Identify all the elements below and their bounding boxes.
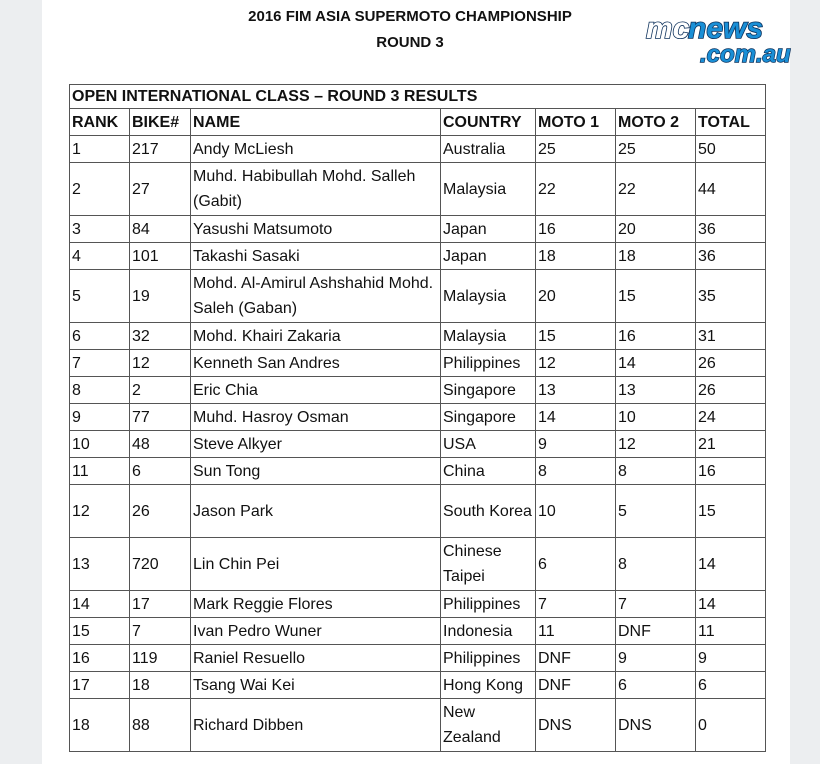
- country-cell: Hong Kong: [441, 672, 536, 699]
- moto1-cell: DNS: [536, 699, 616, 752]
- country-cell: Malaysia: [441, 163, 536, 216]
- name-cell: Raniel Resuello: [191, 645, 441, 672]
- name-cell: Takashi Sasaki: [191, 243, 441, 270]
- rank-cell: 5: [70, 270, 130, 323]
- rank-cell: 6: [70, 323, 130, 350]
- table-row: [70, 645, 766, 672]
- total-cell: 16: [696, 458, 766, 485]
- bike-cell: 217: [130, 136, 191, 163]
- table-row: [70, 243, 766, 270]
- name-cell: Yasushi Matsumoto: [191, 216, 441, 243]
- country-cell: USA: [441, 431, 536, 458]
- logo-news: news: [688, 12, 764, 45]
- country-cell: Philippines: [441, 350, 536, 377]
- moto1-cell: DNF: [536, 672, 616, 699]
- total-cell: 14: [696, 591, 766, 618]
- moto1-cell: DNF: [536, 645, 616, 672]
- country-cell: Singapore: [441, 377, 536, 404]
- total-cell: 6: [696, 672, 766, 699]
- bike-cell: 77: [130, 404, 191, 431]
- total-cell: 35: [696, 270, 766, 323]
- name-cell: Mohd. Al-Amirul Ashshahid Mohd. Saleh (Gaban): [191, 270, 441, 323]
- table-row: [70, 699, 766, 752]
- table-row: [70, 216, 766, 243]
- country-cell: South Korea: [441, 485, 536, 538]
- name-cell: Eric Chia: [191, 377, 441, 404]
- total-cell: 21: [696, 431, 766, 458]
- country-cell: Philippines: [441, 591, 536, 618]
- total-cell: 44: [696, 163, 766, 216]
- rank-cell: 9: [70, 404, 130, 431]
- table-row: [70, 431, 766, 458]
- bike-cell: 88: [130, 699, 191, 752]
- name-cell: Steve Alkyer: [191, 431, 441, 458]
- name-cell: Muhd. Habibullah Mohd. Salleh (Gabit): [191, 163, 441, 216]
- table-caption: OPEN INTERNATIONAL CLASS – ROUND 3 RESULTS: [70, 85, 766, 109]
- bike-cell: 84: [130, 216, 191, 243]
- name-cell: Andy McLiesh: [191, 136, 441, 163]
- moto1-cell: 14: [536, 404, 616, 431]
- table-row: [70, 136, 766, 163]
- rank-cell: 2: [70, 163, 130, 216]
- caption-row: [70, 85, 766, 109]
- rank-cell: 16: [70, 645, 130, 672]
- country-cell: New Zealand: [441, 699, 536, 752]
- rank-cell: 11: [70, 458, 130, 485]
- rank-cell: 1: [70, 136, 130, 163]
- total-cell: 15: [696, 485, 766, 538]
- total-cell: 31: [696, 323, 766, 350]
- moto2-cell: 14: [616, 350, 696, 377]
- bike-cell: 101: [130, 243, 191, 270]
- moto1-cell: 11: [536, 618, 616, 645]
- bike-cell: 17: [130, 591, 191, 618]
- country-cell: Chinese Taipei: [441, 538, 536, 591]
- moto1-cell: 22: [536, 163, 616, 216]
- moto2-cell: 15: [616, 270, 696, 323]
- country-cell: Malaysia: [441, 270, 536, 323]
- bike-cell: 19: [130, 270, 191, 323]
- results-table-body: [70, 85, 766, 752]
- name-cell: Mark Reggie Flores: [191, 591, 441, 618]
- bike-cell: 32: [130, 323, 191, 350]
- name-cell: Muhd. Hasroy Osman: [191, 404, 441, 431]
- page-subtitle: ROUND 3: [376, 34, 444, 51]
- bike-cell: 119: [130, 645, 191, 672]
- rank-cell: 4: [70, 243, 130, 270]
- name-cell: Richard Dibben: [191, 699, 441, 752]
- table-row: [70, 485, 766, 538]
- total-cell: 36: [696, 243, 766, 270]
- bike-cell: 18: [130, 672, 191, 699]
- column-header-moto1: MOTO 1: [536, 109, 616, 136]
- moto2-cell: DNS: [616, 699, 696, 752]
- moto1-cell: 16: [536, 216, 616, 243]
- moto1-cell: 20: [536, 270, 616, 323]
- rank-cell: 18: [70, 699, 130, 752]
- table-row: [70, 538, 766, 591]
- table-row: [70, 404, 766, 431]
- moto2-cell: 18: [616, 243, 696, 270]
- moto2-cell: 5: [616, 485, 696, 538]
- moto1-cell: 7: [536, 591, 616, 618]
- column-header-bike: BIKE#: [130, 109, 191, 136]
- rank-cell: 3: [70, 216, 130, 243]
- name-cell: Sun Tong: [191, 458, 441, 485]
- moto2-cell: 13: [616, 377, 696, 404]
- moto2-cell: 22: [616, 163, 696, 216]
- table-row: [70, 618, 766, 645]
- table-row: [70, 270, 766, 323]
- rank-cell: 14: [70, 591, 130, 618]
- moto2-cell: 7: [616, 591, 696, 618]
- country-cell: Philippines: [441, 645, 536, 672]
- total-cell: 50: [696, 136, 766, 163]
- table-row: [70, 163, 766, 216]
- rank-cell: 12: [70, 485, 130, 538]
- total-cell: 24: [696, 404, 766, 431]
- name-cell: Ivan Pedro Wuner: [191, 618, 441, 645]
- moto1-cell: 18: [536, 243, 616, 270]
- table-row: [70, 323, 766, 350]
- moto2-cell: 8: [616, 458, 696, 485]
- table-row: [70, 377, 766, 404]
- country-cell: Australia: [441, 136, 536, 163]
- total-cell: 36: [696, 216, 766, 243]
- country-cell: Japan: [441, 216, 536, 243]
- rank-cell: 13: [70, 538, 130, 591]
- mcnews-logo[interactable]: [640, 8, 800, 66]
- column-header-name: NAME: [191, 109, 441, 136]
- results-table: [69, 84, 766, 752]
- bike-cell: 26: [130, 485, 191, 538]
- moto1-cell: 10: [536, 485, 616, 538]
- rank-cell: 10: [70, 431, 130, 458]
- bike-cell: 7: [130, 618, 191, 645]
- name-cell: Kenneth San Andres: [191, 350, 441, 377]
- name-cell: Tsang Wai Kei: [191, 672, 441, 699]
- name-cell: Jason Park: [191, 485, 441, 538]
- page-title: 2016 FIM ASIA SUPERMOTO CHAMPIONSHIP: [248, 8, 572, 25]
- logo-domain: .com.au: [700, 41, 791, 66]
- moto2-cell: 10: [616, 404, 696, 431]
- logo-mc: mc: [646, 12, 690, 45]
- name-cell: Lin Chin Pei: [191, 538, 441, 591]
- bike-cell: 720: [130, 538, 191, 591]
- moto1-cell: 15: [536, 323, 616, 350]
- moto2-cell: 9: [616, 645, 696, 672]
- moto1-cell: 25: [536, 136, 616, 163]
- moto1-cell: 8: [536, 458, 616, 485]
- bike-cell: 48: [130, 431, 191, 458]
- total-cell: 9: [696, 645, 766, 672]
- moto1-cell: 13: [536, 377, 616, 404]
- total-cell: 11: [696, 618, 766, 645]
- column-header-country: COUNTRY: [441, 109, 536, 136]
- country-cell: Singapore: [441, 404, 536, 431]
- rank-cell: 7: [70, 350, 130, 377]
- moto1-cell: 6: [536, 538, 616, 591]
- moto1-cell: 12: [536, 350, 616, 377]
- moto1-cell: 9: [536, 431, 616, 458]
- country-cell: Japan: [441, 243, 536, 270]
- total-cell: 14: [696, 538, 766, 591]
- bike-cell: 2: [130, 377, 191, 404]
- moto2-cell: DNF: [616, 618, 696, 645]
- total-cell: 26: [696, 350, 766, 377]
- total-cell: 26: [696, 377, 766, 404]
- rank-cell: 17: [70, 672, 130, 699]
- moto2-cell: 12: [616, 431, 696, 458]
- name-cell: Mohd. Khairi Zakaria: [191, 323, 441, 350]
- bike-cell: 6: [130, 458, 191, 485]
- table-row: [70, 350, 766, 377]
- table-row: [70, 458, 766, 485]
- country-cell: Malaysia: [441, 323, 536, 350]
- rank-cell: 8: [70, 377, 130, 404]
- table-row: [70, 591, 766, 618]
- column-header-moto2: MOTO 2: [616, 109, 696, 136]
- rank-cell: 15: [70, 618, 130, 645]
- header-row: [70, 109, 766, 136]
- country-cell: Indonesia: [441, 618, 536, 645]
- moto2-cell: 8: [616, 538, 696, 591]
- country-cell: China: [441, 458, 536, 485]
- bike-cell: 12: [130, 350, 191, 377]
- moto2-cell: 25: [616, 136, 696, 163]
- column-header-total: TOTAL: [696, 109, 766, 136]
- moto2-cell: 16: [616, 323, 696, 350]
- moto2-cell: 6: [616, 672, 696, 699]
- table-row: [70, 672, 766, 699]
- column-header-rank: RANK: [70, 109, 130, 136]
- total-cell: 0: [696, 699, 766, 752]
- bike-cell: 27: [130, 163, 191, 216]
- moto2-cell: 20: [616, 216, 696, 243]
